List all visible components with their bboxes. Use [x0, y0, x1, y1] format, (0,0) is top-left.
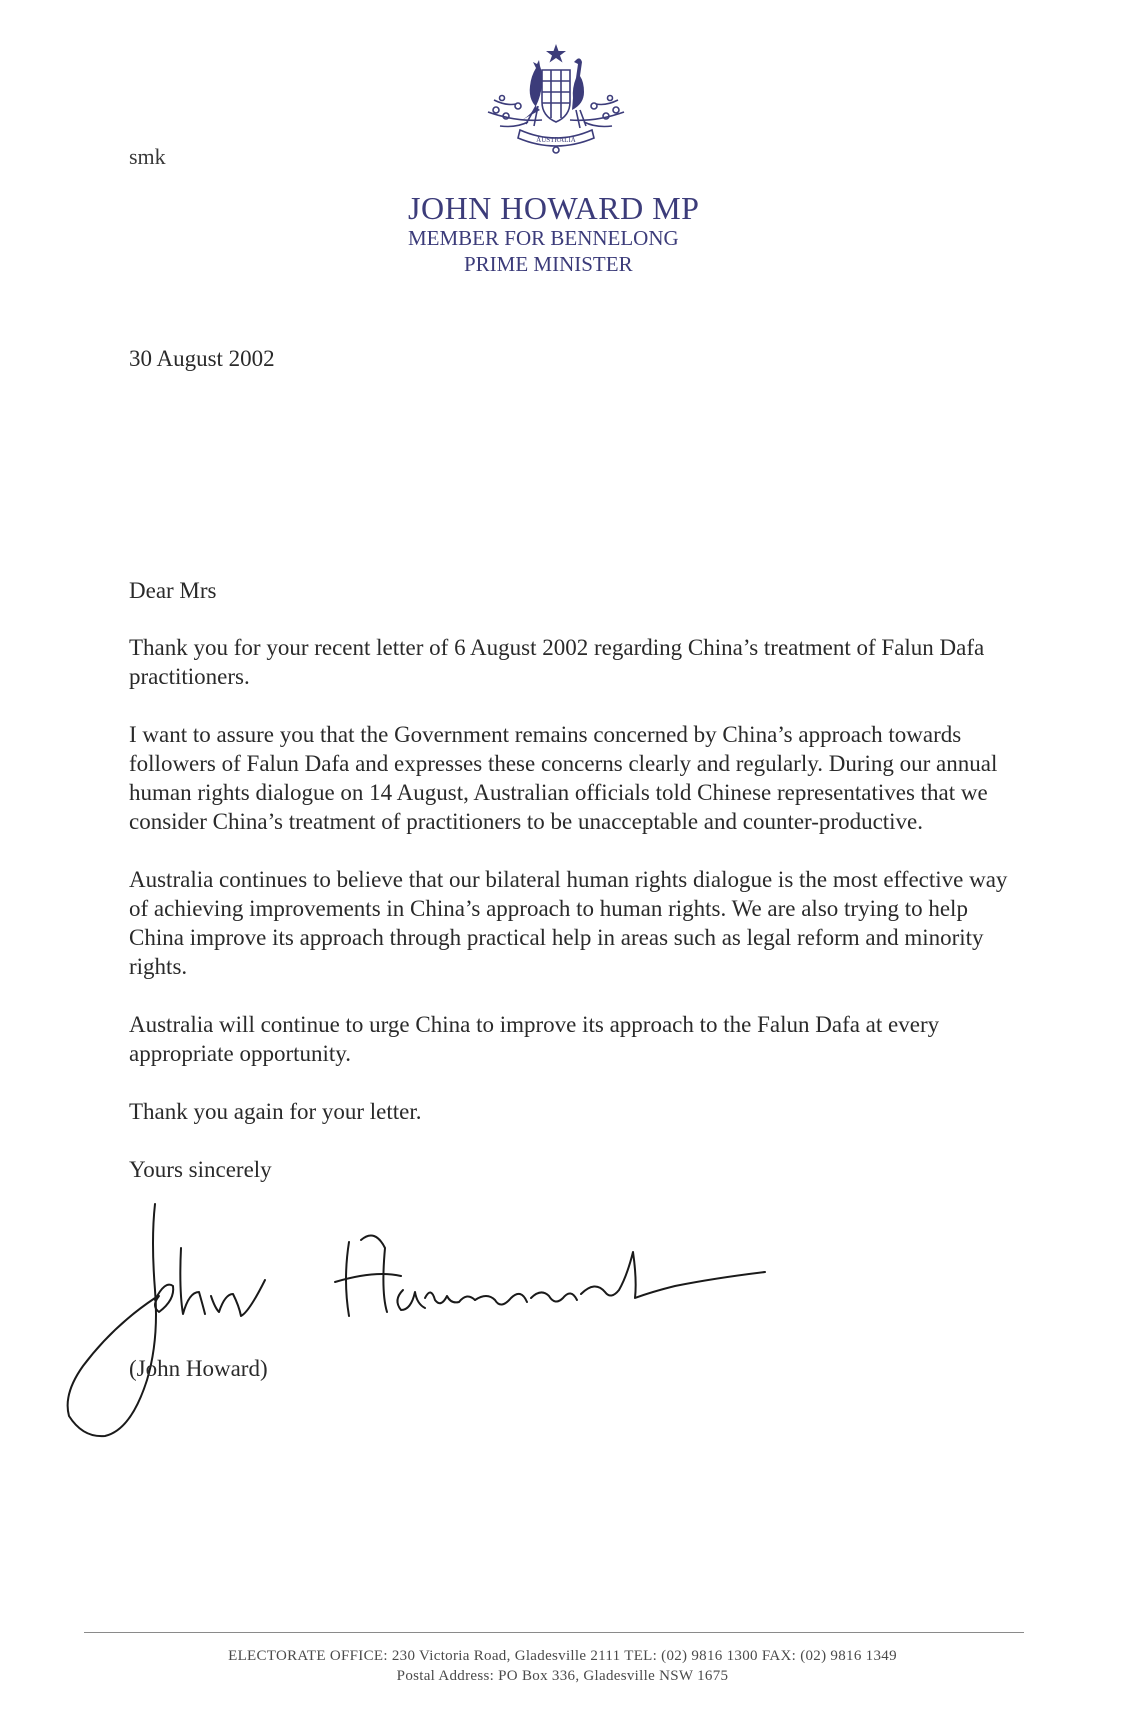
letterhead-name: JOHN HOWARD MP — [408, 190, 700, 226]
footer-divider — [84, 1632, 1024, 1633]
letter-body — [129, 576, 1009, 1213]
coat-of-arms-icon — [476, 40, 636, 160]
paragraph-1: Thank you for your recent letter of 6 August 2002 regarding China’s treatment of Falun Dafa practitioners. — [129, 635, 985, 689]
paragraph-4: Australia will continue to urge China to improve its approach to the Falun Dafa at every appropriate opportunity. — [129, 1012, 940, 1066]
paragraph-3: Australia continues to believe that our bilateral human rights dialogue is the most effective way of achieving improvements in China’s approach to human rights. We are also trying to help China improve its approach through practical help in areas such as legal reform and minority rights. — [129, 867, 1008, 979]
crest-scroll-text: AUSTRALIA — [536, 136, 576, 144]
salutation: Dear Mrs — [129, 578, 217, 603]
letterhead-office: PRIME MINISTER — [464, 252, 633, 276]
footer — [0, 1646, 1125, 1686]
paragraph-2: I want to assure you that the Government remains concerned by China’s approach towards followers of Falun Dafa and expresses these concerns clearly and regularly. During our annual human rights dialogue on 14 August, Australian officials told Chinese representatives that we consider China’s treatment of practitioners to be unacceptable and counter-productive. — [129, 722, 998, 834]
typed-signatory-name: (John Howard) — [129, 1356, 268, 1381]
letter-date: 30 August 2002 — [129, 346, 275, 371]
reference-initials: smk — [129, 144, 166, 169]
paragraph-5: Thank you again for your letter. — [129, 1099, 422, 1124]
closing: Yours sincerely — [129, 1157, 272, 1182]
signature-image — [55, 1180, 835, 1470]
footer-postal-address: Postal Address: PO Box 336, Gladesville NSW 1675 — [396, 1668, 729, 1684]
footer-electorate-office: ELECTORATE OFFICE: 230 Victoria Road, Gladesville 2111 TEL: (02) 9816 1300 FAX: (02) 9816 1349 — [228, 1648, 897, 1664]
letterhead-member: MEMBER FOR BENNELONG — [408, 226, 679, 250]
